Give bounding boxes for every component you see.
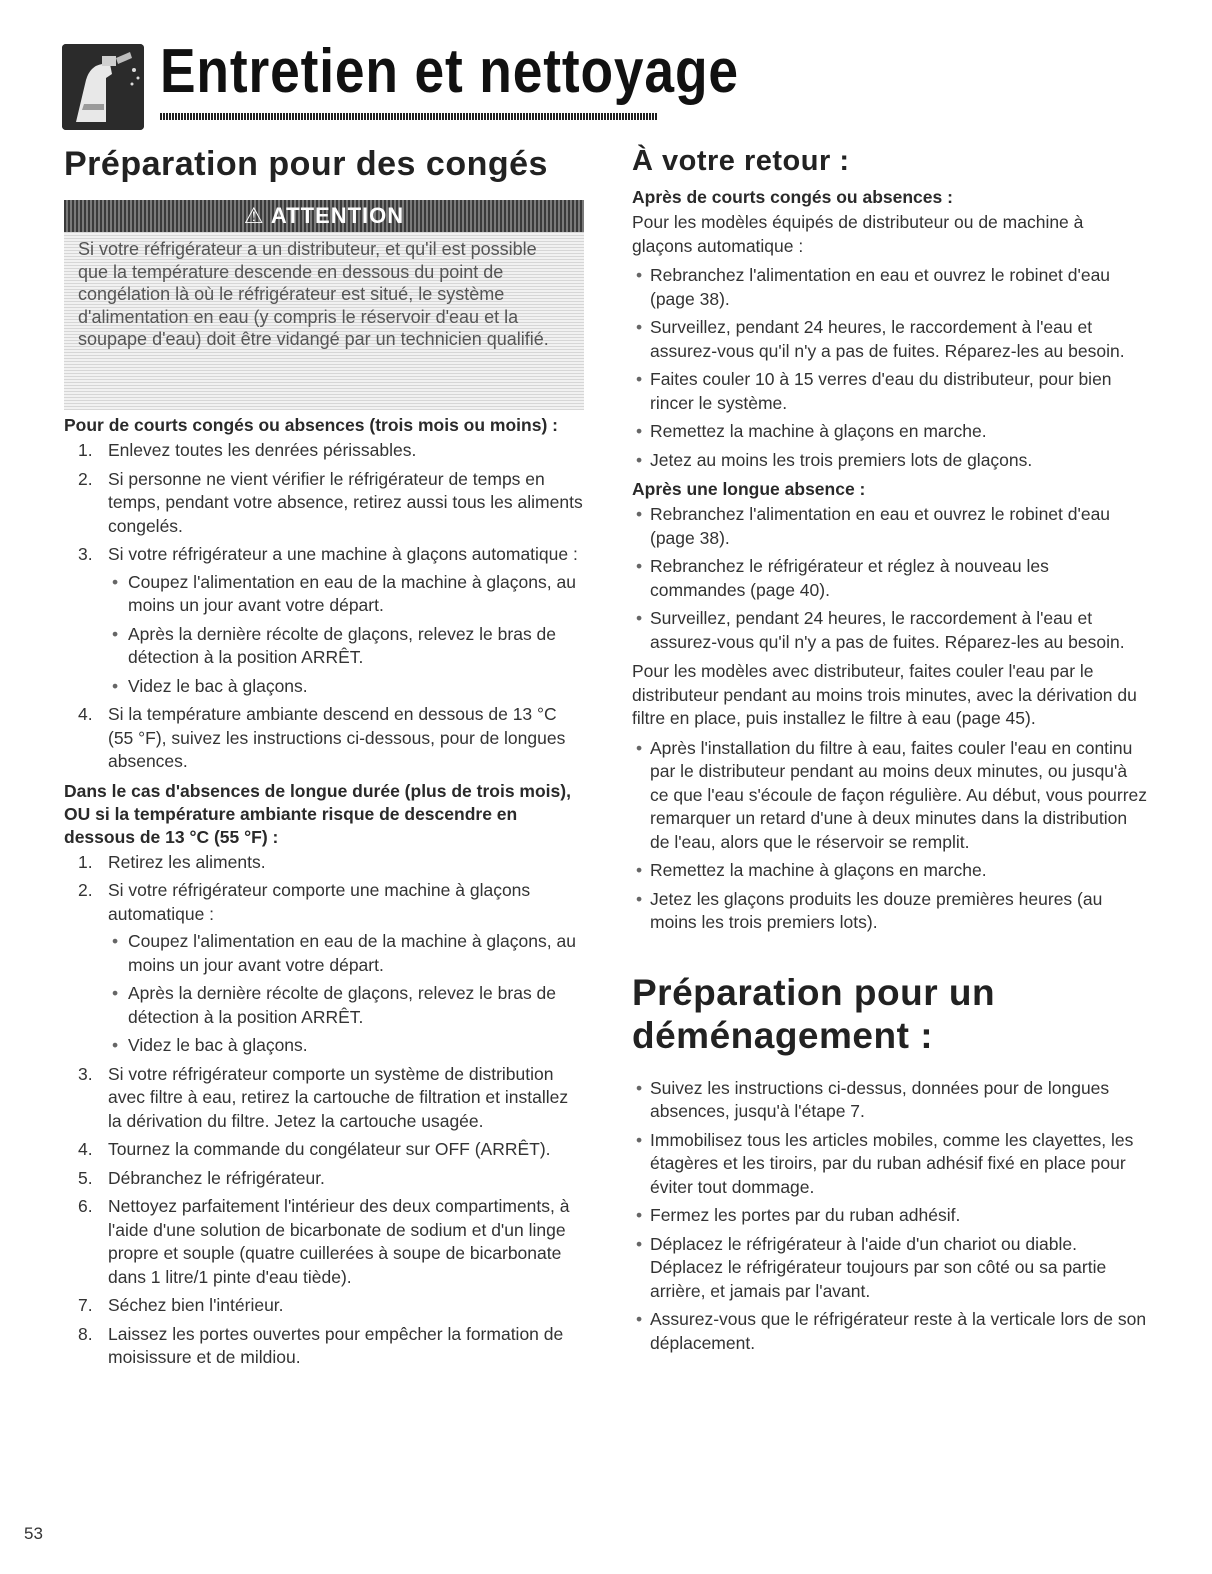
cleaning-spray-icon [62, 44, 144, 130]
bullet-item: • Après la dernière récolte de glaçons, relevez le bras de détection à la position ARRÊT. [108, 623, 584, 670]
step-text: Tournez la commande du congélateur sur OFF (ARRÊT). [108, 1139, 551, 1159]
left-column [64, 140, 584, 1376]
short-absence-steps [64, 439, 584, 774]
list-item [64, 439, 584, 463]
list-item [64, 1167, 584, 1191]
short-absence-heading: Pour de courts congés ou absences (trois mois ou moins) : [64, 415, 558, 435]
step-text: Si votre réfrigérateur comporte un système de distribution avec filtre à eau, retirez la cartouche de filtration et installez la dérivation du filtre. Jetez la cartouche usagée. [108, 1063, 569, 1131]
step-number: 2. [78, 880, 93, 900]
attention-banner [64, 200, 584, 232]
bullet-item: • Rebranchez l'alimentation en eau et ouvrez le robinet d'eau (page 38). [632, 503, 1148, 550]
step-text: Enlevez toutes les denrées périssables. [108, 440, 417, 460]
attention-label: ATTENTION [270, 203, 405, 228]
bullet-item: • Après l'installation du filtre à eau, faites couler l'eau en continu par le distributeur pendant au moins deux minutes, ou jusqu'à ce que l'eau s'écoule de façon régulière. Au début, vous pourrez remarquer un retard d'une à deux minutes dans la distribution de l'eau, alors que le réservoir se remplit. [632, 737, 1148, 855]
page-header [62, 30, 739, 130]
bullet-item: • Après la dernière récolte de glaçons, relevez le bras de détection à la position ARRÊT. [108, 982, 584, 1029]
step-number: 4. [78, 704, 93, 724]
step-text: Débranchez le réfrigérateur. [108, 1167, 325, 1188]
return-long-bullets-2 [632, 737, 1148, 935]
step-number: 7. [78, 1295, 93, 1315]
moving-heading: Préparation pour un déménagement : [632, 971, 996, 1056]
sub-bullets [108, 930, 584, 1058]
bullet-item: • Faites couler 10 à 15 verres d'eau du distributeur, pour bien rincer le système. [632, 368, 1148, 415]
list-item [64, 879, 584, 1058]
return-short-intro: Pour les modèles équipés de distributeur ou de machine à glaçons automatique : [632, 212, 1084, 256]
page-number: 53 [24, 1524, 43, 1543]
page-title: Entretien et nettoyage [160, 37, 739, 106]
list-item [64, 703, 584, 774]
long-absence-heading: Dans le cas d'absences de longue durée (plus de trois mois), OU si la température ambiante risque de descendre en dessous de 13 °C (55 °F) : [64, 780, 571, 847]
step-number: 1. [78, 440, 93, 460]
bullet-item: • Coupez l'alimentation en eau de la machine à glaçons, au moins un jour avant votre départ. [108, 571, 584, 618]
sub-bullets [108, 571, 584, 699]
return-heading: À votre retour : [632, 145, 850, 177]
list-item [64, 1063, 584, 1134]
bullet-item: • Assurez-vous que le réfrigérateur reste à la verticale lors de son déplacement. [632, 1308, 1148, 1355]
step-text: Si votre réfrigérateur a une machine à glaçons automatique : [108, 544, 578, 564]
list-item [64, 468, 584, 539]
list-item [64, 851, 584, 875]
return-long-paragraph: Pour les modèles avec distributeur, faites couler l'eau par le distributeur pendant au moins trois minutes, avec la dérivation du filtre en place, puis installez le filtre à eau (page 45). [632, 661, 1137, 728]
bullet-item: • Videz le bac à glaçons. [108, 1034, 584, 1058]
attention-box [64, 200, 584, 410]
bullet-item: • Surveillez, pendant 24 heures, le raccordement à l'eau et assurez-vous qu'il n'y a pas de fuites. Réparez-les au besoin. [632, 316, 1148, 363]
step-text: Si personne ne vient vérifier le réfrigérateur de temps en temps, pendant votre absence, retirez aussi tous les aliments congelés. [108, 468, 583, 536]
step-text: Retirez les aliments. [108, 851, 266, 872]
step-text: Si la température ambiante descend en dessous de 13 °C (55 °F), suivez les instructions ci-dessous, pour de longues absences. [108, 704, 566, 771]
return-long-bullets [632, 503, 1148, 654]
bullet-item: • Rebranchez l'alimentation en eau et ouvrez le robinet d'eau (page 38). [632, 264, 1148, 311]
list-item [64, 543, 584, 698]
step-number: 5. [78, 1167, 93, 1188]
step-text: Nettoyez parfaitement l'intérieur des deux compartiments, à l'aide d'une solution de bicarbonate de sodium et d'un linge propre et souple (quatre cuillerées à soupe de bicarbonate dans 1 litre/1 pinte d'eau tiède). [108, 1196, 570, 1287]
bullet-item: • Immobilisez tous les articles mobiles, comme les clayettes, les étagères et les tiroirs, par du ruban adhésif fixé en place pour éviter tout dommage. [632, 1129, 1148, 1200]
step-number: 8. [78, 1323, 93, 1344]
step-number: 6. [78, 1196, 93, 1216]
bullet-item: • Remettez la machine à glaçons en marche. [632, 420, 1148, 444]
warning-triangle-icon: ⚠ [243, 203, 265, 228]
step-number: 3. [78, 544, 93, 564]
return-short-bullets [632, 264, 1148, 472]
bullet-item: • Fermez les portes par du ruban adhésif. [632, 1204, 1148, 1228]
step-text: Si votre réfrigérateur comporte une machine à glaçons automatique : [108, 880, 531, 924]
step-text: Séchez bien l'intérieur. [108, 1295, 284, 1315]
list-item [64, 1195, 584, 1289]
return-short-heading: Après de courts congés ou absences : [632, 187, 953, 207]
step-number: 3. [78, 1063, 93, 1084]
step-number: 2. [78, 468, 93, 489]
bullet-item: • Suivez les instructions ci-dessus, données pour de longues absences, jusqu'à l'étape 7. [632, 1077, 1148, 1124]
list-item [64, 1138, 584, 1162]
title-underline [160, 113, 658, 120]
bullet-item: • Videz le bac à glaçons. [108, 675, 584, 699]
attention-text: Si votre réfrigérateur a un distributeur, et qu'il est possible que la température descende en dessous du point de congélation là où le réfrigérateur est situé, le système d'alimentation en eau (y compris le réservoir d'eau et la soupape d'eau) doit être vidangé par un technicien qualifié. [78, 239, 549, 349]
list-item [64, 1323, 584, 1370]
bullet-item: • Surveillez, pendant 24 heures, le raccordement à l'eau et assurez-vous qu'il n'y a pas de fuites. Réparez-les au besoin. [632, 607, 1148, 654]
long-absence-steps [64, 851, 584, 1370]
step-number: 1. [78, 851, 93, 872]
bullet-item: • Jetez au moins les trois premiers lots de glaçons. [632, 449, 1148, 473]
right-column [632, 140, 1148, 1361]
bullet-item: • Remettez la machine à glaçons en marche. [632, 859, 1148, 883]
list-item [64, 1294, 584, 1318]
step-text: Laissez les portes ouvertes pour empêcher la formation de moisissure et de mildiou. [108, 1323, 564, 1367]
bullet-item: • Déplacez le réfrigérateur à l'aide d'un chariot ou diable. Déplacez le réfrigérateur toujours par son côté ou sa partie arrière, et jamais par l'avant. [632, 1233, 1148, 1304]
bullet-item: • Rebranchez le réfrigérateur et réglez à nouveau les commandes (page 40). [632, 555, 1148, 602]
return-long-heading: Après une longue absence : [632, 479, 866, 499]
step-number: 4. [78, 1139, 93, 1159]
bullet-item: • Jetez les glaçons produits les douze premières heures (au moins les trois premiers lots). [632, 888, 1148, 935]
vacation-heading: Préparation pour des congés [64, 145, 548, 183]
moving-bullets [632, 1077, 1148, 1356]
bullet-item: • Coupez l'alimentation en eau de la machine à glaçons, au moins un jour avant votre départ. [108, 930, 584, 977]
